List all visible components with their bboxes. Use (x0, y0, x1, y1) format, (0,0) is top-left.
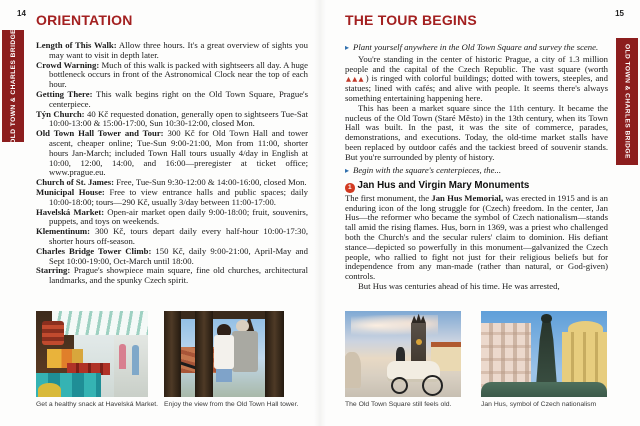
walking-direction (345, 43, 608, 53)
tower-column (265, 311, 284, 397)
chapter-tab-label: OLD TOWN & CHARLES BRIDGE (623, 44, 631, 159)
entry-label: Havelská Market: (36, 206, 105, 217)
entry-label: Starring: (36, 265, 71, 276)
photo-jan-hus-memorial (481, 311, 607, 397)
photo-caption: Enjoy the view from the Old Town Hall tower. (164, 401, 299, 408)
photo-caption: Get a healthy snack at Havelská Market. (36, 401, 159, 408)
entry-text: Free to view entrance halls and public spaces; daily 10:00-18:00; tours—290 Kč, usually 3/day between 11:00-17:00. (49, 186, 309, 207)
photo-old-town-square-carriage (345, 311, 461, 397)
chapter-tab-label: OLD TOWN & CHARLES BRIDGE (9, 28, 17, 144)
orientation-entry (36, 227, 308, 247)
entry-text: Prague's showpiece main square, fine old churches, architectural landmarks, and the spunky Czech spirit. (49, 265, 309, 286)
entry-label: Old Town Hall Tower and Tour: (36, 128, 164, 139)
rating-triangles-icon: ▲▲▲ (346, 74, 365, 83)
market-shopper (132, 345, 139, 374)
tour-text (345, 40, 608, 292)
body-paragraph: But Hus was centuries ahead of his time. He was arrested, (358, 281, 560, 292)
orientation-entry (36, 90, 308, 110)
direction-text: Begin with the square's centerpieces, the... (353, 164, 501, 175)
entry-label: Length of This Walk: (36, 40, 117, 50)
stop-heading-text: Jan Hus and Virgin Mary Monuments (357, 180, 530, 192)
orientation-entry (36, 41, 308, 61)
tower-column (195, 311, 213, 397)
man-figure (232, 331, 257, 372)
entry-text: Allow three hours. It's a great overview of sights you may want to visit in depth later. (49, 40, 308, 60)
memorial-base-figures (481, 382, 607, 397)
entry-label: Getting There: (36, 88, 93, 99)
paragraph-text: was erected in 1915 and is an enduring icon of the long struggle for (Czech) freedom. In the center, Jan Hus—the reformer who became the symbol of Czech nationalism—stands tall amid the rising flames. Hus, born in 1369, was a priest who challenged both the Church's and the secular rulers' claim to dominion. His defiant stance—depicted so powerfully in this monument—galvanized the Czech people, who rallied to fight not just for their religious beliefs but for independence from any man-made (rather than natural, or God-given) controls. (345, 192, 608, 282)
chapter-tab-right (616, 38, 638, 165)
section-title-tour-begins: THE TOUR BEGINS (345, 12, 477, 28)
carriage-horse (345, 352, 361, 388)
entry-text: Free, Tue-Sun 9:30-12:00 & 14:00-16:00, closed Mon. (116, 177, 307, 188)
photo-town-hall-tower-view (164, 311, 284, 397)
orientation-entry (36, 188, 308, 208)
man-figure (236, 320, 249, 332)
entry-label: Municipal House: (36, 186, 105, 197)
entry-label: Týn Church: (36, 108, 85, 119)
paragraph-text: The first monument, the (345, 192, 432, 203)
body-paragraph (345, 194, 608, 282)
carriage-wheel (391, 377, 408, 394)
direction-text: Plant yourself anywhere in the Old Town Square and survey the scene. (353, 42, 599, 52)
entry-text: Much of this walk is packed with sightseers all day. A huge bottleneck occurs in front of the Astronomical Clock near the top of each hour. (49, 59, 308, 90)
tower-clock (416, 339, 422, 345)
orientation-entry (36, 110, 308, 130)
paragraph-text: ) is ringed with colorful buildings; dotted with towers, steeples, and statues; lined with cafés; and alive with people. It seems there's always something entertaining happening here. (345, 73, 608, 103)
pointer-icon: ▸ (345, 43, 350, 52)
stop-heading (345, 180, 608, 193)
entry-label: Charles Bridge Tower Climb: (36, 245, 152, 256)
page-number-left: 14 (17, 9, 26, 18)
body-paragraph: This has been a market square since the 11th century. It became the nucleus of the Old Town (Staré Město) in the 13th century, when its Town Hall was built. In the past, it was the site of commerce, parades, demonstrations, and executions. Today, the old-time market stalls have been replaced by outdoor cafés and the tackiest breed of souvenir stands. But you're surrounded by plenty of history. (345, 102, 608, 162)
pointer-icon: ▸ (345, 165, 350, 175)
woman-figure (214, 335, 233, 369)
body-paragraph (345, 55, 608, 104)
orientation-entry (36, 61, 308, 90)
market-awning (52, 311, 148, 335)
carriage-wheel (422, 375, 443, 396)
entry-label: Crowd Warning: (36, 59, 100, 70)
entry-text: 150 Kč, daily 9:00-21:00, April-May and Sept 10:00-19:00, Oct-March until 18:00. (49, 245, 308, 266)
market-squash (38, 383, 60, 397)
page-gutter (314, 0, 326, 426)
bold-run: Jan Hus Memorial, (431, 192, 504, 203)
walking-direction (345, 166, 608, 176)
orientation-entry (36, 208, 308, 228)
entry-text: Open-air market open daily 9:00-18:00; fruit, souvenirs, puppets, and toys on weekends. (49, 206, 308, 227)
entry-text: This walk begins right on the Old Town Square, Prague's centerpiece. (49, 88, 309, 109)
stop-number-badge: 1 (345, 183, 355, 193)
entry-label: Klementinum: (36, 226, 91, 237)
entry-label: Church of St. James: (36, 177, 115, 188)
entry-text: 300 Kč for Old Town Hall and tower ascent, cheaper online; Tue-Sun 9:00-21:00, Mon from 11:00, shorter hours Jan-March; included Town Hall tours usually 4/day in English at 10:00, 12:00, 14:00, and 16:00—preregister at ticket office; www.prague.eu. (49, 128, 309, 178)
chapter-tab-left (2, 30, 24, 142)
orientation-list (36, 41, 308, 286)
orientation-entry (36, 266, 308, 286)
section-title-orientation: ORIENTATION (36, 12, 133, 28)
page-number-right: 15 (615, 9, 624, 18)
market-shopper (119, 344, 126, 370)
entry-text: 40 Kč requested donation, generally open to sightseers Tue-Sat 10:00-13:00 & 15:00-17:00, Sun 10:30-12:00, closed Mon. (49, 108, 308, 129)
paragraph-text: You're standing in the center of historic Prague, a city of 1.3 million people and the capital of the Czech Republic. The vast square (worth (345, 53, 608, 74)
orientation-entry (36, 129, 308, 178)
photo-caption: Jan Hus, symbol of Czech nationalism (481, 401, 597, 408)
orientation-entry (36, 247, 308, 267)
entry-text: 300 Kč, tours depart daily every half-hour 10:00-17:30, shorter hours off-season. (49, 226, 309, 246)
photo-havelska-market (36, 311, 148, 397)
woman-figure (216, 369, 233, 382)
market-hanging-produce (42, 321, 64, 345)
photo-caption: The Old Town Square still feels old. (345, 401, 452, 408)
tower-column (164, 311, 181, 397)
statue-head (541, 314, 551, 323)
